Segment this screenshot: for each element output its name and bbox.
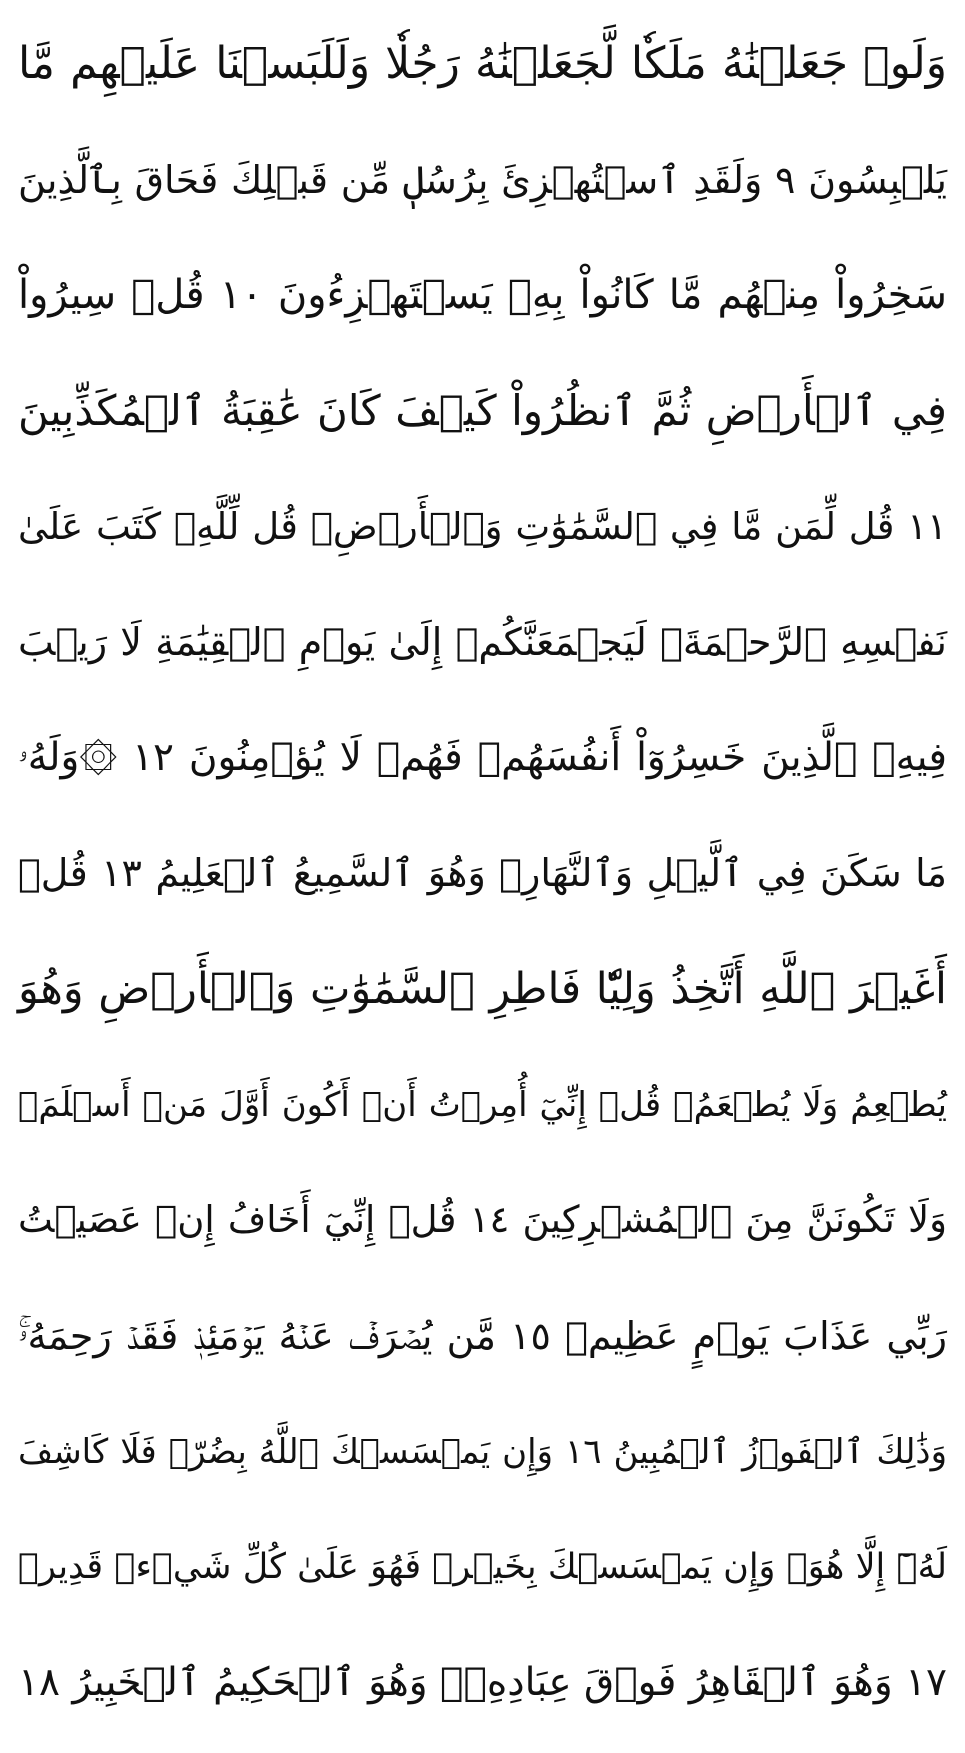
verse-line-6: نَفۡسِهِ ٱلرَّحۡمَةَۚ لَيَجۡمَعَنَّكُمۡ إِلَىٰ يَوۡمِ ٱلۡقِيَٰمَةِ لَا رَيۡبَ	[18, 620, 947, 665]
verse-line-9: أَغَيۡرَ ٱللَّهِ أَتَّخِذُ وَلِيّٗا فَاطِرِ ٱلسَّمَٰوَٰتِ وَٱلۡأَرۡضِ وَهُوَ	[18, 964, 947, 1015]
verse-line-14: لَهُۥٓ إِلَّا هُوَۖ وَإِن يَمۡسَسۡكَ بِخَيۡرٖ فَهُوَ عَلَىٰ كُلِّ شَيۡءٖ قَدِيرٞ	[18, 1547, 947, 1588]
verse-line-4: فِي ٱلۡأَرۡضِ ثُمَّ ٱنظُرُواْ كَيۡفَ كَانَ عَٰقِبَةُ ٱلۡمُكَذِّبِينَ	[18, 385, 947, 435]
verse-line-12: رَبِّي عَذَابَ يَوۡمٍ عَظِيمٖ ١٥ مَّن يُصۡرَفۡ عَنۡهُ يَوۡمَئِذٖ فَقَدۡ رَحِمَهُۥۚ	[18, 1314, 948, 1359]
verse-lines	[10, 12, 955, 1735]
verse-line-13: وَذَٰلِكَ ٱلۡفَوۡزُ ٱلۡمُبِينُ ١٦ وَإِن يَمۡسَسۡكَ ٱللَّهُ بِضُرّٖ فَلَا كَاشِفَ	[18, 1431, 947, 1472]
verse-line-10: يُطۡعِمُ وَلَا يُطۡعَمُۗ قُلۡ إِنِّيٓ أُمِرۡتُ أَنۡ أَكُونَ أَوَّلَ مَنۡ أَسۡلَمَۖ	[18, 1084, 947, 1125]
verse-line-7: فِيهِۚ ٱلَّذِينَ خَسِرُوٓاْ أَنفُسَهُمۡ فَهُمۡ لَا يُؤۡمِنُونَ ١٢ ۞وَلَهُۥ	[18, 734, 947, 780]
verse-line-5: ١١ قُل لِّمَن مَّا فِي ٱلسَّمَٰوَٰتِ وَٱلۡأَرۡضِۖ قُل لِّلَّهِۚ كَتَبَ عَلَىٰ	[18, 504, 947, 548]
verse-line-11: وَلَا تَكُونَنَّ مِنَ ٱلۡمُشۡرِكِينَ ١٤ قُلۡ إِنِّيٓ أَخَافُ إِنۡ عَصَيۡتُ	[18, 1198, 947, 1242]
verse-line-15: ١٧ وَهُوَ ٱلۡقَاهِرُ فَوۡقَ عِبَادِهِۦۚ وَهُوَ ٱلۡحَكِيمُ ٱلۡخَبِيرُ ١٨	[18, 1659, 947, 1705]
verse-line-3: سَخِرُواْ مِنۡهُم مَّا كَانُواْ بِهِۦ يَسۡتَهۡزِءُونَ ١٠ قُلۡ سِيرُواْ	[18, 272, 948, 319]
verse-line-1: وَلَوۡ جَعَلۡنَٰهُ مَلَكٗا لَّجَعَلۡنَٰهُ رَجُلٗا وَلَلَبَسۡنَا عَلَيۡهِم مَّا	[18, 38, 947, 89]
verse-line-8: مَا سَكَنَ فِي ٱلَّيۡلِ وَٱلنَّهَارِۚ وَهُوَ ٱلسَّمِيعُ ٱلۡعَلِيمُ ١٣ قُلۡ	[18, 851, 947, 896]
verse-line-2: يَلۡبِسُونَ ٩ وَلَقَدِ ٱسۡتُهۡزِئَ بِرُسُلٖ مِّن قَبۡلِكَ فَحَاقَ بِٱلَّذِينَ	[18, 157, 947, 202]
